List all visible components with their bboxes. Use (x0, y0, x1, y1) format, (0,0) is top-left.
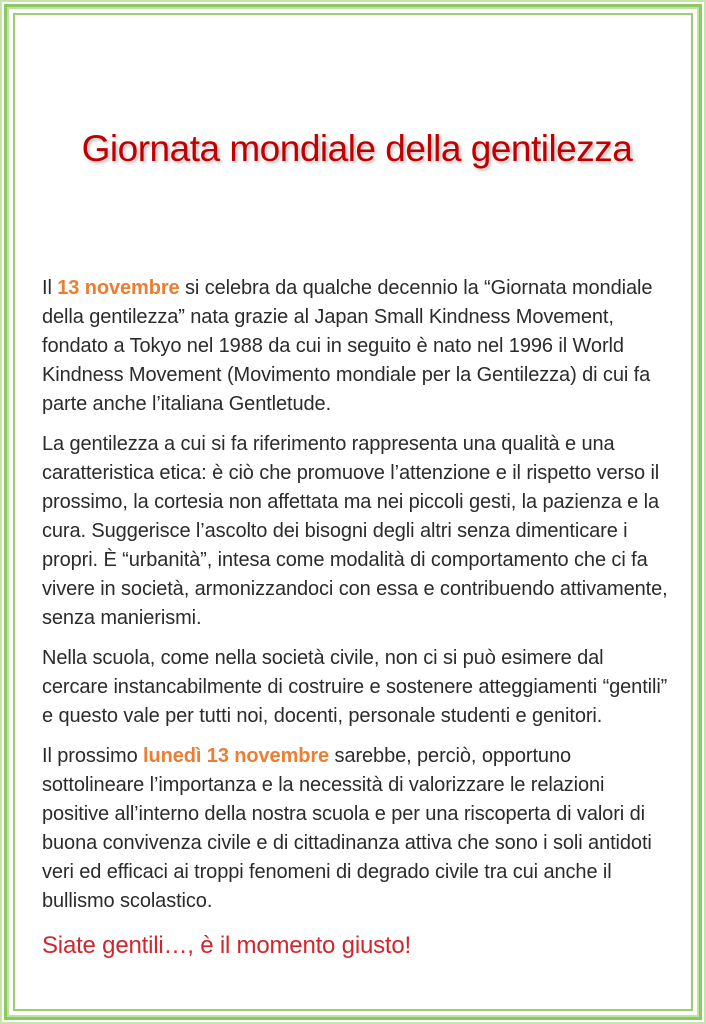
text-segment: sarebbe, perciò, opportuno sottolineare l’importanza e la necessità di valorizzare le relazioni positive all’interno della nostra scuola e per una riscoperta di valori di buona convivenza civile e di cittadinanza attiva che sono i soli antidoti veri ed efficaci ai troppi fenomeni di degrado civile tra cui anche il bullismo scolastico. (42, 745, 652, 912)
text-segment: Il (42, 277, 58, 299)
text-segment: Nella scuola, come nella società civile, non ci si può esimere dal cercare instancabilmente di costruire e sostenere atteggiamenti “gentili” e questo vale per tutti noi, docenti, personale studenti e genitori. (42, 647, 668, 727)
body-paragraphs (42, 274, 672, 916)
paragraph (42, 274, 672, 419)
highlighted-date: lunedì 13 novembre (143, 745, 330, 767)
paragraph (42, 644, 672, 731)
paragraph (42, 742, 672, 916)
highlighted-date: 13 novembre (57, 277, 180, 299)
text-segment: Il prossimo (42, 745, 144, 767)
page-content (42, 0, 672, 961)
text-segment: La gentilezza a cui si fa riferimento rappresenta una qualità e una caratteristica etica: è ciò che promuove l’attenzione e il rispetto verso il prossimo, la cortesia non affettata ma nei piccoli gesti, la pazienza e la cura. Suggerisce l’ascolto dei bisogni degli altri senza dimenticare i propri. È “urbanità”, intesa come modalità di comportamento che ci fa vivere in società, armonizzandoci con essa e contribuendo attivamente, senza manierismi. (42, 433, 668, 629)
paragraph (42, 430, 672, 633)
page-title: Giornata mondiale della gentilezza (81, 128, 633, 169)
closing-line: Siate gentili…, è il momento giusto! (42, 932, 411, 959)
text-segment: si celebra da qualche decennio la “Giornata mondiale della gentilezza” nata grazie al Japan Small Kindness Movement, fondato a Tokyo nel 1988 da cui in seguito è nato nel 1996 il World Kindness Movement (Movimento mondiale per la Gentilezza) di cui fa parte anche l’italiana Gentletude. (42, 277, 653, 415)
